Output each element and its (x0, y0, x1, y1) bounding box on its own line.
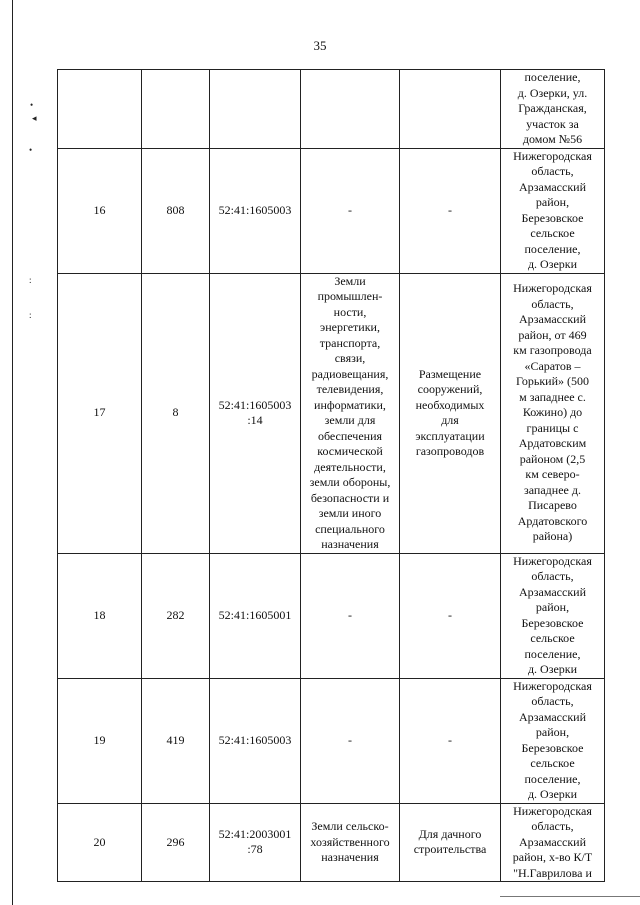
page-number: 35 (313, 38, 327, 53)
location-cell: поселение, д. Озерки, ул. Гражданская, участок за домом №56 (501, 70, 605, 149)
permitted-use-cell: - (400, 553, 501, 678)
table-row (58, 70, 605, 149)
area-cell: 8 (142, 273, 210, 553)
permitted-use-cell: - (400, 678, 501, 803)
location-cell: Нижегородская область, Арзамасский район, Березовское сельское поселение, д. Озерки (501, 148, 605, 273)
permitted-use-cell: - (400, 148, 501, 273)
land-category-cell: - (301, 148, 400, 273)
row-number-cell: 17 (58, 273, 142, 553)
row-number-cell: 19 (58, 678, 142, 803)
permitted-use-cell: Для дачного строительства (400, 803, 501, 882)
land-category-cell: Земли сельско- хозяйственного назначения (301, 803, 400, 882)
table-row (58, 678, 605, 803)
table-row (58, 273, 605, 553)
permitted-use-cell (400, 70, 501, 149)
row-number-cell (58, 70, 142, 149)
cadastral-number-cell: 52:41:1605003 (210, 678, 301, 803)
cadastral-number-cell (210, 70, 301, 149)
cadastral-number-cell: 52:41:1605003 :14 (210, 273, 301, 553)
table-row (58, 803, 605, 882)
location-cell: Нижегородская область, Арзамасский район, от 469 км газопровода «Саратов – Горький» (500 м западнее с. Кожино) до границы с Ардатовским районом (2,5 км северо- западнее д. Писарево Ардатовского района) (501, 273, 605, 553)
cadastral-number-cell: 52:41:1605003 (210, 148, 301, 273)
area-cell (142, 70, 210, 149)
margin-mark: : (29, 310, 32, 320)
margin-mark: • (29, 145, 33, 155)
area-cell: 808 (142, 148, 210, 273)
margin-mark: • (30, 100, 34, 110)
location-cell: Нижегородская область, Арзамасский район, Березовское сельское поселение, д. Озерки (501, 678, 605, 803)
land-category-cell: Земли промышлен- ности, энергетики, транспорта, связи, радиовещания, телевидения, информатики, земли для обеспечения космической деятельности, земли обороны, безопасности и земли иного специального назначения (301, 273, 400, 553)
margin-mark: : (29, 275, 32, 285)
area-cell: 296 (142, 803, 210, 882)
row-number-cell: 20 (58, 803, 142, 882)
bottom-rule (500, 896, 640, 897)
row-number-cell: 18 (58, 553, 142, 678)
table-row (58, 148, 605, 273)
location-cell: Нижегородская область, Арзамасский район, Березовское сельское поселение, д. Озерки (501, 553, 605, 678)
land-plots-table (57, 69, 605, 882)
margin-mark: ◂ (32, 113, 37, 123)
land-category-cell: - (301, 553, 400, 678)
area-cell: 282 (142, 553, 210, 678)
land-category-cell (301, 70, 400, 149)
cadastral-number-cell: 52:41:2003001 :78 (210, 803, 301, 882)
location-cell: Нижегородская область, Арзамасский район, х-во К/Т "Н.Гаврилова и (501, 803, 605, 882)
table-row (58, 553, 605, 678)
land-category-cell: - (301, 678, 400, 803)
permitted-use-cell: Размещение сооружений, необходимых для эксплуатации газопроводов (400, 273, 501, 553)
cadastral-number-cell: 52:41:1605001 (210, 553, 301, 678)
left-margin-rule (12, 0, 13, 905)
area-cell: 419 (142, 678, 210, 803)
row-number-cell: 16 (58, 148, 142, 273)
